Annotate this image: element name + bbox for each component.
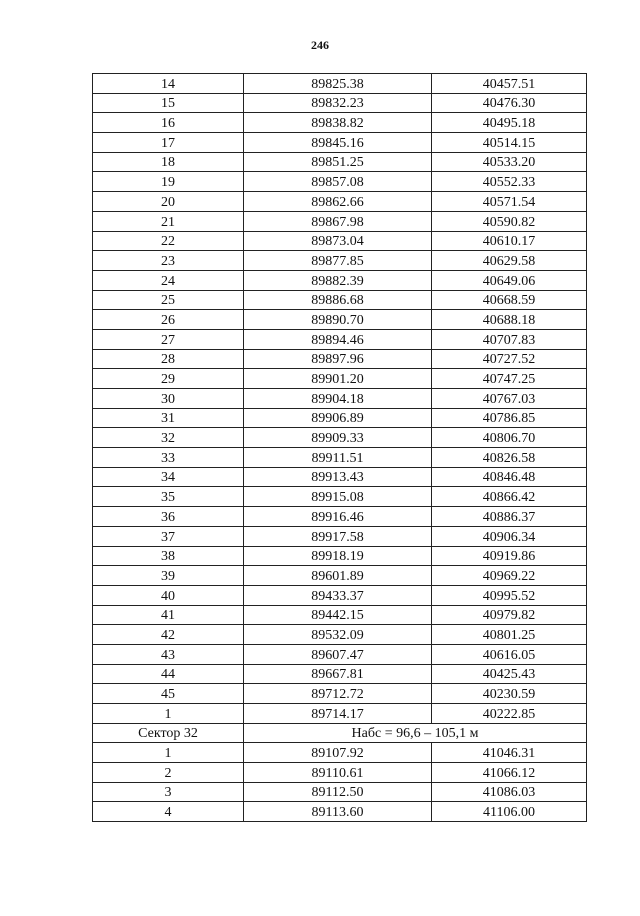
table-row [93, 192, 587, 212]
coordinate-x-cell: 40767.03 [432, 389, 587, 409]
coordinate-y-cell: 89916.46 [244, 507, 432, 527]
coordinate-x-cell: 40590.82 [432, 211, 587, 231]
coordinate-y-cell: 89825.38 [244, 74, 432, 94]
point-number-cell: 29 [93, 369, 244, 389]
table-row [93, 625, 587, 645]
point-number-cell: 20 [93, 192, 244, 212]
table-row [93, 507, 587, 527]
table-row [93, 290, 587, 310]
coordinate-x-cell: 41106.00 [432, 802, 587, 822]
coordinate-y-cell: 89112.50 [244, 782, 432, 802]
coordinate-x-cell: 41066.12 [432, 763, 587, 783]
table-row [93, 585, 587, 605]
coordinate-x-cell: 40995.52 [432, 585, 587, 605]
coordinate-y-cell: 89882.39 [244, 270, 432, 290]
table-row [93, 704, 587, 724]
coordinate-x-cell: 41086.03 [432, 782, 587, 802]
coordinate-y-cell: 89904.18 [244, 389, 432, 409]
coordinate-x-cell: 40906.34 [432, 526, 587, 546]
point-number-cell: 14 [93, 74, 244, 94]
coordinate-y-cell: 89906.89 [244, 408, 432, 428]
coordinate-y-cell: 89917.58 [244, 526, 432, 546]
table-row [93, 369, 587, 389]
table-row [93, 802, 587, 822]
coordinate-x-cell: 40866.42 [432, 487, 587, 507]
coordinate-y-cell: 89877.85 [244, 251, 432, 271]
point-number-cell: 30 [93, 389, 244, 409]
point-number-cell: 33 [93, 448, 244, 468]
table-row [93, 487, 587, 507]
coordinate-y-cell: 89918.19 [244, 546, 432, 566]
point-number-cell: 26 [93, 310, 244, 330]
table-row [93, 763, 587, 783]
coordinate-y-cell: 89901.20 [244, 369, 432, 389]
coordinate-x-cell: 40747.25 [432, 369, 587, 389]
coordinate-y-cell: 89851.25 [244, 152, 432, 172]
coordinate-x-cell: 40727.52 [432, 349, 587, 369]
sector-header-row [93, 723, 587, 743]
point-number-cell: 17 [93, 133, 244, 153]
point-number-cell: 34 [93, 467, 244, 487]
point-number-cell: 38 [93, 546, 244, 566]
coordinate-y-cell: 89913.43 [244, 467, 432, 487]
point-number-cell: 19 [93, 172, 244, 192]
coordinate-x-cell: 40457.51 [432, 74, 587, 94]
point-number-cell: 23 [93, 251, 244, 271]
point-number-cell: 18 [93, 152, 244, 172]
point-number-cell: 41 [93, 605, 244, 625]
coordinate-y-cell: 89915.08 [244, 487, 432, 507]
coordinate-x-cell: 40919.86 [432, 546, 587, 566]
table-row [93, 782, 587, 802]
table-row [93, 251, 587, 271]
coordinate-y-cell: 89607.47 [244, 644, 432, 664]
coordinate-y-cell: 89886.68 [244, 290, 432, 310]
coordinate-y-cell: 89110.61 [244, 763, 432, 783]
table-row [93, 566, 587, 586]
point-number-cell: 37 [93, 526, 244, 546]
table-row [93, 664, 587, 684]
coordinate-y-cell: 89712.72 [244, 684, 432, 704]
table-row [93, 329, 587, 349]
table-row [93, 113, 587, 133]
point-number-cell: 40 [93, 585, 244, 605]
sector-height-range: Набс = 96,6 – 105,1 м [244, 723, 587, 743]
point-number-cell: 28 [93, 349, 244, 369]
table-row [93, 74, 587, 94]
coordinate-x-cell: 40629.58 [432, 251, 587, 271]
coordinate-x-cell: 40707.83 [432, 329, 587, 349]
coordinate-x-cell: 40533.20 [432, 152, 587, 172]
coordinate-x-cell: 40571.54 [432, 192, 587, 212]
coordinate-y-cell: 89433.37 [244, 585, 432, 605]
coordinate-y-cell: 89113.60 [244, 802, 432, 822]
coordinate-y-cell: 89873.04 [244, 231, 432, 251]
coordinate-y-cell: 89832.23 [244, 93, 432, 113]
coordinate-x-cell: 40230.59 [432, 684, 587, 704]
table-row [93, 467, 587, 487]
coordinate-x-cell: 40476.30 [432, 93, 587, 113]
point-number-cell: 25 [93, 290, 244, 310]
coordinate-y-cell: 89897.96 [244, 349, 432, 369]
coordinate-y-cell: 89601.89 [244, 566, 432, 586]
point-number-cell: 45 [93, 684, 244, 704]
point-number-cell: 27 [93, 329, 244, 349]
table-row [93, 310, 587, 330]
table-row [93, 743, 587, 763]
coordinate-y-cell: 89909.33 [244, 428, 432, 448]
point-number-cell: 32 [93, 428, 244, 448]
table-row [93, 684, 587, 704]
coordinate-x-cell: 40668.59 [432, 290, 587, 310]
point-number-cell: 16 [93, 113, 244, 133]
coordinate-x-cell: 40846.48 [432, 467, 587, 487]
coordinate-x-cell: 40786.85 [432, 408, 587, 428]
coordinate-x-cell: 40649.06 [432, 270, 587, 290]
coordinate-x-cell: 40826.58 [432, 448, 587, 468]
point-number-cell: 35 [93, 487, 244, 507]
table-row [93, 448, 587, 468]
coordinate-y-cell: 89667.81 [244, 664, 432, 684]
coordinate-y-cell: 89107.92 [244, 743, 432, 763]
coordinate-x-cell: 40425.43 [432, 664, 587, 684]
coordinate-y-cell: 89442.15 [244, 605, 432, 625]
coordinate-y-cell: 89867.98 [244, 211, 432, 231]
table-row [93, 93, 587, 113]
point-number-cell: 15 [93, 93, 244, 113]
coordinate-x-cell: 40801.25 [432, 625, 587, 645]
coordinate-x-cell: 41046.31 [432, 743, 587, 763]
coordinate-x-cell: 40806.70 [432, 428, 587, 448]
point-number-cell: 36 [93, 507, 244, 527]
point-number-cell: 22 [93, 231, 244, 251]
sector-label: Сектор 32 [93, 723, 244, 743]
table-row [93, 644, 587, 664]
coordinate-y-cell: 89857.08 [244, 172, 432, 192]
table-row [93, 428, 587, 448]
point-number-cell: 4 [93, 802, 244, 822]
table-row [93, 408, 587, 428]
table-row [93, 172, 587, 192]
coordinate-x-cell: 40969.22 [432, 566, 587, 586]
point-number-cell: 24 [93, 270, 244, 290]
coordinate-y-cell: 89845.16 [244, 133, 432, 153]
table-row [93, 270, 587, 290]
coordinate-x-cell: 40495.18 [432, 113, 587, 133]
point-number-cell: 39 [93, 566, 244, 586]
point-number-cell: 43 [93, 644, 244, 664]
coordinate-x-cell: 40886.37 [432, 507, 587, 527]
table-row [93, 231, 587, 251]
coordinate-y-cell: 89532.09 [244, 625, 432, 645]
coordinate-x-cell: 40610.17 [432, 231, 587, 251]
coordinate-y-cell: 89862.66 [244, 192, 432, 212]
coordinate-x-cell: 40616.05 [432, 644, 587, 664]
point-number-cell: 21 [93, 211, 244, 231]
table-row [93, 526, 587, 546]
point-number-cell: 1 [93, 743, 244, 763]
table-row [93, 152, 587, 172]
coordinate-y-cell: 89894.46 [244, 329, 432, 349]
point-number-cell: 2 [93, 763, 244, 783]
table-row [93, 211, 587, 231]
point-number-cell: 31 [93, 408, 244, 428]
point-number-cell: 42 [93, 625, 244, 645]
point-number-cell: 1 [93, 704, 244, 724]
coordinates-table-body [93, 74, 587, 822]
point-number-cell: 3 [93, 782, 244, 802]
coordinate-y-cell: 89890.70 [244, 310, 432, 330]
page-number: 246 [311, 38, 329, 52]
point-number-cell: 44 [93, 664, 244, 684]
coordinate-y-cell: 89714.17 [244, 704, 432, 724]
coordinate-x-cell: 40552.33 [432, 172, 587, 192]
table-row [93, 605, 587, 625]
table-row [93, 133, 587, 153]
coordinate-x-cell: 40979.82 [432, 605, 587, 625]
coordinate-x-cell: 40222.85 [432, 704, 587, 724]
table-row [93, 546, 587, 566]
coordinate-y-cell: 89911.51 [244, 448, 432, 468]
table-row [93, 389, 587, 409]
coordinate-x-cell: 40688.18 [432, 310, 587, 330]
coordinate-x-cell: 40514.15 [432, 133, 587, 153]
table-row [93, 349, 587, 369]
coordinate-y-cell: 89838.82 [244, 113, 432, 133]
coordinates-table [92, 73, 587, 822]
